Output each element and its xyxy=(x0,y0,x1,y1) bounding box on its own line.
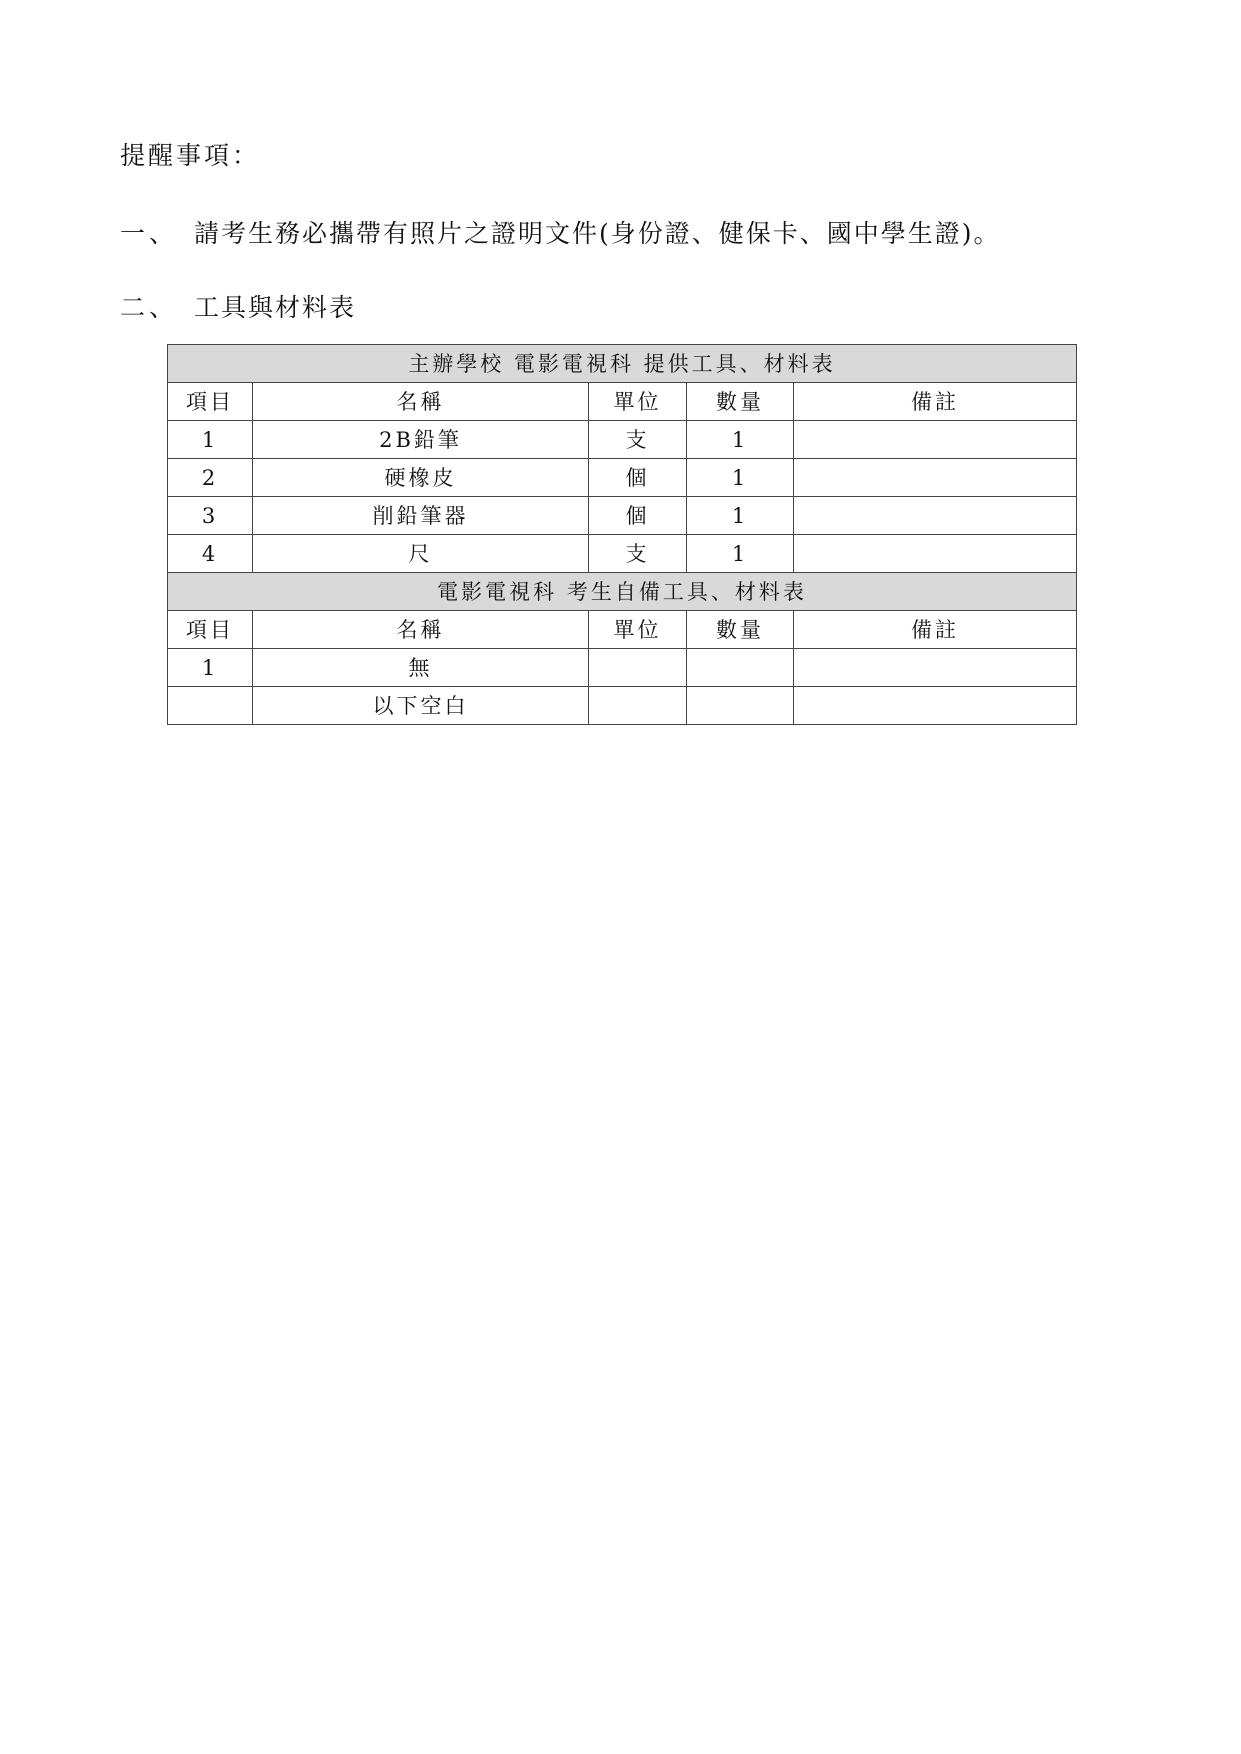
header-item: 項目 xyxy=(168,611,253,649)
header-name: 名稱 xyxy=(253,611,589,649)
note-number: 一、 xyxy=(120,219,179,248)
header-quantity: 數量 xyxy=(687,383,794,421)
provided-section-title: 主辦學校 電影電視科 提供工具、材料表 xyxy=(168,345,1077,383)
cell-quantity xyxy=(687,649,794,687)
header-unit: 單位 xyxy=(589,383,687,421)
table-row xyxy=(168,421,1077,459)
cell-quantity: 1 xyxy=(687,535,794,573)
cell-quantity: 1 xyxy=(687,459,794,497)
cell-unit: 支 xyxy=(589,421,687,459)
cell-item xyxy=(168,687,253,725)
cell-quantity: 1 xyxy=(687,497,794,535)
cell-quantity: 1 xyxy=(687,421,794,459)
table-row xyxy=(168,497,1077,535)
materials-table xyxy=(167,344,1077,725)
cell-quantity xyxy=(687,687,794,725)
cell-remarks xyxy=(794,687,1077,725)
header-row xyxy=(168,383,1077,421)
header-remarks: 備註 xyxy=(794,383,1077,421)
cell-remarks xyxy=(794,497,1077,535)
header-row xyxy=(168,611,1077,649)
cell-unit xyxy=(589,649,687,687)
cell-name: 2B鉛筆 xyxy=(253,421,589,459)
cell-remarks xyxy=(794,459,1077,497)
cell-unit: 支 xyxy=(589,535,687,573)
table-row xyxy=(168,649,1077,687)
cell-remarks xyxy=(794,421,1077,459)
table-row xyxy=(168,535,1077,573)
table-row xyxy=(168,459,1077,497)
cell-item: 3 xyxy=(168,497,253,535)
cell-item: 1 xyxy=(168,649,253,687)
cell-unit: 個 xyxy=(589,459,687,497)
note-item-1 xyxy=(120,216,1001,252)
header-item: 項目 xyxy=(168,383,253,421)
self-prepared-section-title: 電影電視科 考生自備工具、材料表 xyxy=(168,573,1077,611)
cell-item: 2 xyxy=(168,459,253,497)
cell-unit xyxy=(589,687,687,725)
cell-item: 4 xyxy=(168,535,253,573)
header-quantity: 數量 xyxy=(687,611,794,649)
note-number: 二、 xyxy=(120,293,179,322)
table-row xyxy=(168,687,1077,725)
header-remarks: 備註 xyxy=(794,611,1077,649)
reminders-heading: 提醒事項： xyxy=(120,141,261,170)
note-item-2 xyxy=(120,290,356,326)
cell-name: 無 xyxy=(253,649,589,687)
header-name: 名稱 xyxy=(253,383,589,421)
cell-remarks xyxy=(794,535,1077,573)
cell-name: 以下空白 xyxy=(253,687,589,725)
note-text: 請考生務必攜帶有照片之證明文件(身份證、健保卡、國中學生證)。 xyxy=(194,219,1001,248)
cell-remarks xyxy=(794,649,1077,687)
cell-name: 硬橡皮 xyxy=(253,459,589,497)
cell-item: 1 xyxy=(168,421,253,459)
header-unit: 單位 xyxy=(589,611,687,649)
section-title-row xyxy=(168,573,1077,611)
cell-name: 尺 xyxy=(253,535,589,573)
section-title-row xyxy=(168,345,1077,383)
note-text: 工具與材料表 xyxy=(194,293,357,322)
cell-unit: 個 xyxy=(589,497,687,535)
cell-name: 削鉛筆器 xyxy=(253,497,589,535)
